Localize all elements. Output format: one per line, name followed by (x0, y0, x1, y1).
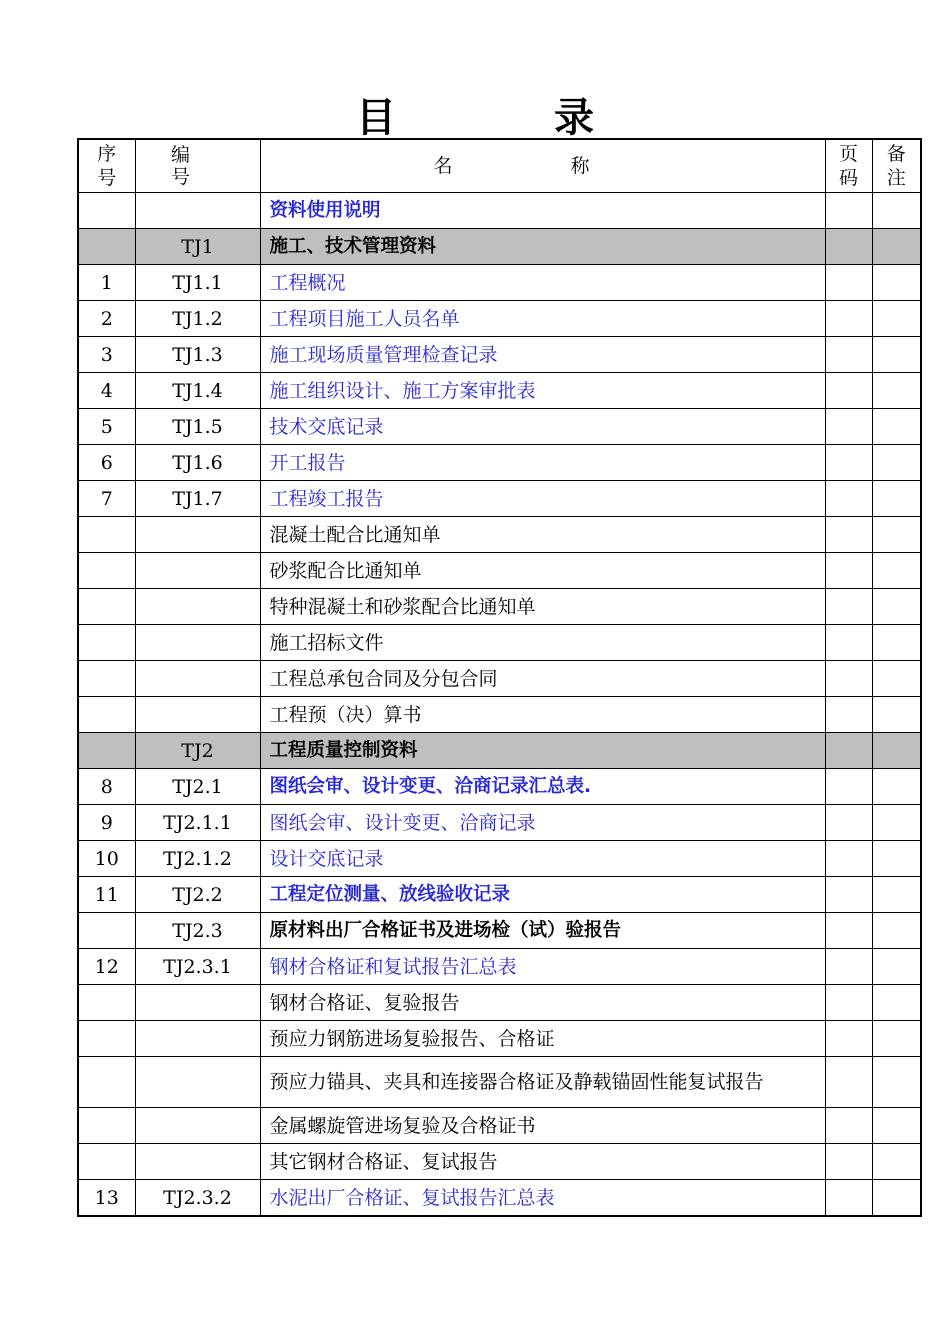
row-page (825, 301, 872, 337)
row-name: 工程质量控制资料 (260, 733, 825, 769)
row-seq (78, 985, 135, 1021)
row-page (825, 337, 872, 373)
table-row (78, 373, 921, 409)
table-row (78, 193, 921, 229)
row-code (135, 1144, 260, 1180)
row-page (825, 697, 872, 733)
row-name: 工程竣工报告 (260, 481, 825, 517)
row-page (825, 661, 872, 697)
header-name-label: 名 称 (433, 155, 646, 177)
row-note (872, 481, 921, 517)
row-name: 设计交底记录 (260, 841, 825, 877)
row-page (825, 1180, 872, 1217)
table-row (78, 409, 921, 445)
row-name: 金属螺旋管进场复验及合格证书 (260, 1108, 825, 1144)
row-seq: 7 (78, 481, 135, 517)
row-name: 开工报告 (260, 445, 825, 481)
row-note (872, 697, 921, 733)
row-page (825, 985, 872, 1021)
row-seq: 5 (78, 409, 135, 445)
row-name: 原材料出厂合格证书及进场检（试）验报告 (260, 913, 825, 949)
header-code-label: 编 号 (170, 144, 224, 188)
row-note (872, 193, 921, 229)
row-code (135, 1057, 260, 1108)
row-name: 施工、技术管理资料 (260, 229, 825, 265)
row-note (872, 409, 921, 445)
row-name: 工程总承包合同及分包合同 (260, 661, 825, 697)
table-row (78, 1144, 921, 1180)
row-note (872, 553, 921, 589)
row-note (872, 841, 921, 877)
row-seq (78, 589, 135, 625)
row-name: 预应力锚具、夹具和连接器合格证及静载锚固性能复试报告 (260, 1057, 825, 1108)
row-page (825, 769, 872, 805)
section-row (78, 229, 921, 265)
table-row (78, 1108, 921, 1144)
row-page (825, 589, 872, 625)
row-note (872, 1144, 921, 1180)
header-seq-line2: 号 (97, 167, 117, 189)
row-code: TJ2.3.2 (135, 1180, 260, 1217)
header-note-line2: 注 (886, 167, 906, 189)
row-code (135, 193, 260, 229)
row-code (135, 517, 260, 553)
row-page (825, 877, 872, 913)
row-page (825, 805, 872, 841)
header-page (825, 139, 872, 193)
row-page (825, 553, 872, 589)
row-seq (78, 553, 135, 589)
row-code: TJ2 (135, 733, 260, 769)
row-page (825, 1021, 872, 1057)
table-row (78, 625, 921, 661)
row-seq: 3 (78, 337, 135, 373)
row-code (135, 589, 260, 625)
row-page (825, 913, 872, 949)
row-name: 特种混凝土和砂浆配合比通知单 (260, 589, 825, 625)
row-seq (78, 1108, 135, 1144)
row-code: TJ1.6 (135, 445, 260, 481)
row-name: 工程定位测量、放线验收记录 (260, 877, 825, 913)
table-row (78, 985, 921, 1021)
row-note (872, 1057, 921, 1108)
row-code: TJ1.1 (135, 265, 260, 301)
row-name: 钢材合格证、复验报告 (260, 985, 825, 1021)
header-code (135, 139, 260, 193)
row-seq: 13 (78, 1180, 135, 1217)
table-row (78, 553, 921, 589)
row-code (135, 1021, 260, 1057)
row-name: 图纸会审、设计变更、洽商记录 (260, 805, 825, 841)
row-note (872, 769, 921, 805)
page-title: 目 录 (356, 95, 666, 141)
row-seq: 1 (78, 265, 135, 301)
row-note (872, 625, 921, 661)
row-code (135, 661, 260, 697)
table-row (78, 589, 921, 625)
row-name: 预应力钢筋进场复验报告、合格证 (260, 1021, 825, 1057)
row-seq (78, 733, 135, 769)
table-row (78, 301, 921, 337)
table-row (78, 697, 921, 733)
row-seq: 10 (78, 841, 135, 877)
row-page (825, 481, 872, 517)
table-row (78, 1057, 921, 1108)
row-name: 工程项目施工人员名单 (260, 301, 825, 337)
row-seq: 4 (78, 373, 135, 409)
row-name: 砂浆配合比通知单 (260, 553, 825, 589)
row-page (825, 949, 872, 985)
row-code: TJ2.1 (135, 769, 260, 805)
row-code: TJ2.1.1 (135, 805, 260, 841)
row-code (135, 1108, 260, 1144)
row-code: TJ2.2 (135, 877, 260, 913)
row-note (872, 913, 921, 949)
row-note (872, 805, 921, 841)
row-name: 技术交底记录 (260, 409, 825, 445)
row-page (825, 625, 872, 661)
row-name: 施工现场质量管理检查记录 (260, 337, 825, 373)
row-name: 图纸会审、设计变更、洽商记录汇总表. (260, 769, 825, 805)
row-code: TJ1 (135, 229, 260, 265)
row-seq: 8 (78, 769, 135, 805)
table-row (78, 841, 921, 877)
table-row (78, 445, 921, 481)
row-name: 混凝土配合比通知单 (260, 517, 825, 553)
row-code: TJ1.7 (135, 481, 260, 517)
row-note (872, 1021, 921, 1057)
row-seq: 11 (78, 877, 135, 913)
row-note (872, 373, 921, 409)
row-page (825, 229, 872, 265)
row-note (872, 985, 921, 1021)
table-row (78, 769, 921, 805)
row-seq (78, 1021, 135, 1057)
row-name: 施工组织设计、施工方案审批表 (260, 373, 825, 409)
row-seq: 9 (78, 805, 135, 841)
row-seq: 2 (78, 301, 135, 337)
row-name: 水泥出厂合格证、复试报告汇总表 (260, 1180, 825, 1217)
row-seq (78, 625, 135, 661)
row-note (872, 1180, 921, 1217)
table-row (78, 913, 921, 949)
row-page (825, 265, 872, 301)
table-row (78, 661, 921, 697)
row-code: TJ1.2 (135, 301, 260, 337)
row-note (872, 733, 921, 769)
table-row (78, 949, 921, 985)
row-seq (78, 661, 135, 697)
row-seq (78, 229, 135, 265)
row-name: 工程预（决）算书 (260, 697, 825, 733)
row-page (825, 1057, 872, 1108)
table-row (78, 481, 921, 517)
row-page (825, 409, 872, 445)
row-note (872, 661, 921, 697)
table-row (78, 1021, 921, 1057)
row-note (872, 445, 921, 481)
row-code (135, 697, 260, 733)
row-note (872, 1108, 921, 1144)
row-note (872, 337, 921, 373)
row-seq (78, 193, 135, 229)
row-note (872, 949, 921, 985)
row-seq (78, 1144, 135, 1180)
row-seq: 12 (78, 949, 135, 985)
header-seq (78, 139, 135, 193)
table-row (78, 805, 921, 841)
row-seq (78, 517, 135, 553)
row-page (825, 373, 872, 409)
header-name (260, 139, 825, 193)
row-code: TJ2.1.2 (135, 841, 260, 877)
table-row (78, 1180, 921, 1217)
row-code: TJ1.5 (135, 409, 260, 445)
row-seq (78, 913, 135, 949)
row-page (825, 733, 872, 769)
section-row (78, 733, 921, 769)
table-header-row (78, 139, 921, 193)
row-seq: 6 (78, 445, 135, 481)
row-name: 施工招标文件 (260, 625, 825, 661)
table-row (78, 265, 921, 301)
row-seq (78, 1057, 135, 1108)
row-note (872, 265, 921, 301)
row-name: 钢材合格证和复试报告汇总表 (260, 949, 825, 985)
row-note (872, 301, 921, 337)
contents-table (77, 138, 922, 1217)
row-code: TJ2.3.1 (135, 949, 260, 985)
row-name: 资料使用说明 (260, 193, 825, 229)
row-seq (78, 697, 135, 733)
header-seq-line1: 序 (97, 143, 117, 165)
row-name: 其它钢材合格证、复试报告 (260, 1144, 825, 1180)
row-name: 工程概况 (260, 265, 825, 301)
row-code (135, 625, 260, 661)
row-page (825, 841, 872, 877)
row-code (135, 985, 260, 1021)
header-note (872, 139, 921, 193)
row-code: TJ1.3 (135, 337, 260, 373)
row-code (135, 553, 260, 589)
table-row (78, 337, 921, 373)
header-note-line1: 备 (886, 143, 906, 165)
row-code: TJ2.3 (135, 913, 260, 949)
table-row (78, 877, 921, 913)
table-row (78, 517, 921, 553)
row-note (872, 517, 921, 553)
row-page (825, 517, 872, 553)
row-note (872, 589, 921, 625)
row-code: TJ1.4 (135, 373, 260, 409)
row-page (825, 1108, 872, 1144)
header-page-line2: 码 (838, 167, 858, 189)
header-page-line1: 页 (838, 143, 858, 165)
row-note (872, 877, 921, 913)
row-page (825, 445, 872, 481)
row-page (825, 193, 872, 229)
row-page (825, 1144, 872, 1180)
row-note (872, 229, 921, 265)
